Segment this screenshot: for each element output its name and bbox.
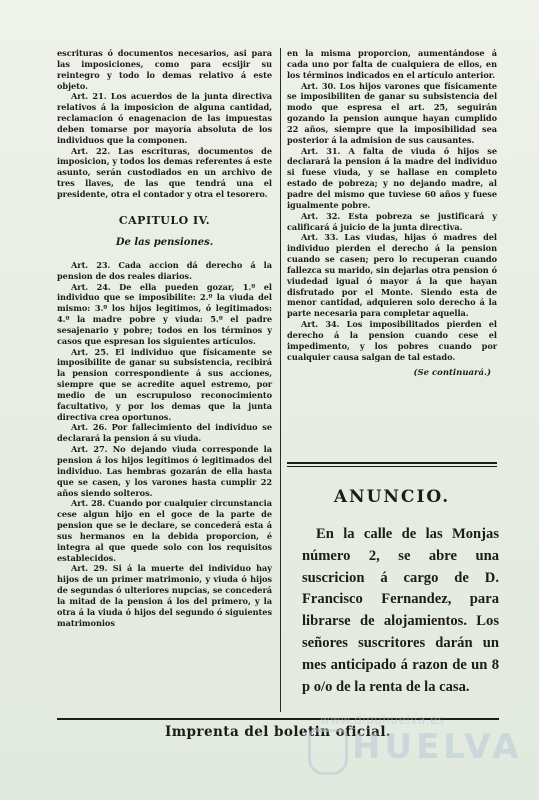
article-paragraph xyxy=(287,146,497,211)
article-number: Art. 21. xyxy=(71,91,107,102)
ad-rule-top xyxy=(287,462,497,464)
article-text: Las escrituras, documentos de imposicion, y todos los demas referentes á este asunto, serán custodiados en un archivo de tres llaves, de las que tendrá una el presidente, otra el contador y otra el tesorero. xyxy=(57,145,272,199)
continued-paragraph xyxy=(287,48,497,81)
article-text: en la misma proporcion, aumentándose á cada uno por falta de cualquiera de ellos, en los términos indicados en el artículo anterior. xyxy=(287,48,497,80)
article-paragraph xyxy=(57,563,272,628)
article-number: Art. 33. xyxy=(301,232,339,243)
article-text: De ella pueden gozar, 1.º el individuo que se imposibilite: 2.º la viuda del mismo: 3.º los hijos legitimos, ó legitimados: 4.º la madre pobre y viuda: 5.º el padre sesajenario y pobre; todos en los términos y casos que espresan los siguientes artículos. xyxy=(57,281,272,346)
article-number: Art. 23. xyxy=(71,259,111,270)
article-text: escrituras ó documentos necesarios, asi para las imposiciones, como para ecsijir su reintegro y todo lo demas relativo á este objeto. xyxy=(57,48,272,91)
article-paragraph xyxy=(287,211,497,233)
article-text: Por fallecimiento del individuo se declarará la pension á su viuda. xyxy=(57,422,273,444)
article-number: Art. 22. xyxy=(71,145,111,156)
article-text: Los imposibilitados pierden el derecho á la pension cuando cese el impedimento, y los pobres cuando por cualquier causa salgan de tal estado. xyxy=(287,319,497,362)
right-paragraphs xyxy=(287,48,497,362)
article-number: Art. 24. xyxy=(71,281,111,292)
article-text: Cuando por cualquier circunstancia cese algun hijo en el goce de la parte de pension que se le declare, se concederá esta á sus hermanos en la debida proporcion, é integra al que quede solo con los requisitos establecidos. xyxy=(57,498,272,563)
article-text: El individuo que físicamente se imposibilite de ganar su subsistencia, recibirá la pension correspondiente á sus acciones, siempre que se acredite aquel estremo, por medio de un escrupuloso reconocimiento facultativo, y por los demas que la junta directiva crea oportunos. xyxy=(57,346,272,422)
article-number: Art. 31. xyxy=(301,145,341,156)
continued-note: (Se continuará.) xyxy=(413,368,491,379)
watermark-url: www.dipuhuelva.es xyxy=(320,713,445,727)
article-text: Los hijos varones que físicamente se imposibiliten de ganar su subsistencia del modo que espresa el art. 25, seguirán gozando la pension aunque hayan cumplido 22 años, siempre que la imposibilidad sea posterior á la admision de sus causantes. xyxy=(287,80,497,145)
right-column xyxy=(287,48,497,378)
article-paragraph xyxy=(57,282,272,347)
article-paragraph xyxy=(287,319,497,362)
left-column xyxy=(57,48,272,629)
article-number: Art. 32. xyxy=(301,210,341,221)
article-paragraph xyxy=(287,81,497,146)
article-number: Art. 30. xyxy=(301,80,336,91)
article-text: Si á la muerte del individuo hay hijos de un primer matrimonio, y viuda ó hijos de segundas ó ulteriores nupcias, se concederá la mitad de la pension á los del primero, y la otra á la viuda ó hijos del segundo ó siguientes matrimonios xyxy=(57,563,273,628)
ad-title: ANUNCIO. xyxy=(333,487,451,507)
article-paragraph xyxy=(57,91,272,145)
section-title: De las pensiones. xyxy=(115,236,214,248)
article-number: Art. 29. xyxy=(71,563,108,574)
article-number: Art. 26. xyxy=(71,422,107,433)
article-paragraph xyxy=(287,232,497,319)
article-text: Esta pobreza se justificará y calificará á juicio de la junta directiva. xyxy=(287,210,497,232)
ad-rule-top-thin xyxy=(287,466,497,467)
article-text: No dejando viuda corresponde la pension á los hijos legítimos ó legitimados del individuo. Las hembras gozarán de ella hasta que se casen, y los varones hasta cumplir 22 años siendo solteros. xyxy=(57,444,272,498)
article-paragraph xyxy=(57,146,272,200)
article-paragraph xyxy=(57,347,272,423)
article-number: Art. 28. xyxy=(71,498,106,509)
article-number: Art. 34. xyxy=(301,319,340,330)
article-paragraph xyxy=(57,422,272,444)
article-paragraph xyxy=(57,498,272,563)
article-text: Los acuerdos de la junta directiva relativos á la imposicion de alguna cantidad, reclamacion ó enagenacion de las impuestas deben tomarse por mayoría absoluta de los individuos que la componen. xyxy=(57,91,272,145)
left-paragraphs-a xyxy=(57,48,272,200)
article-text: Cada accion dá derecho á la pension de dos reales diarios. xyxy=(57,259,272,281)
article-paragraph xyxy=(57,444,272,498)
footer-imprint: Imprenta del boletin oficial. xyxy=(164,724,392,740)
article-number: Art. 25. xyxy=(71,346,109,357)
article-text: A falta de viuda ó hijos se declarará la pension á la madre del individuo si fuese viuda, y se hallase en completo estado de pobreza; y no dejando madre, al padre del mismo que tuviese 60 años y fuese igualmente pobre. xyxy=(287,145,497,210)
article-paragraph xyxy=(57,260,272,282)
chapter-title: CAPITULO IV. xyxy=(118,213,211,227)
ad-body: En la calle de las Monjas número 2, se abre una suscricion á cargo de D. Francisco Fernandez, para librarse de alojamientos. Los señores suscritores darán un mes anticipado á razon de un 8 p o/o de la renta de la casa. xyxy=(302,526,499,695)
column-divider xyxy=(280,48,281,712)
watermark-name: HUELVA xyxy=(352,727,523,767)
article-number: Art. 27. xyxy=(71,444,108,455)
continued-paragraph xyxy=(57,48,272,91)
seal-icon xyxy=(308,729,348,775)
left-paragraphs-b xyxy=(57,260,272,629)
article-text: Las viudas, hijas ó madres del individuo pierden el derecho á la pension cuando se casen; pero lo recuperan cuando fallezca su marido, sin dejarlas otra pension ó viudedad igual ó mayor á la que hayan disfrutado por el Monte. Siendo esta de menor cantidad, adquieren solo derecho á la parte necesaria para completar aquella. xyxy=(287,232,497,319)
watermark xyxy=(300,705,523,775)
